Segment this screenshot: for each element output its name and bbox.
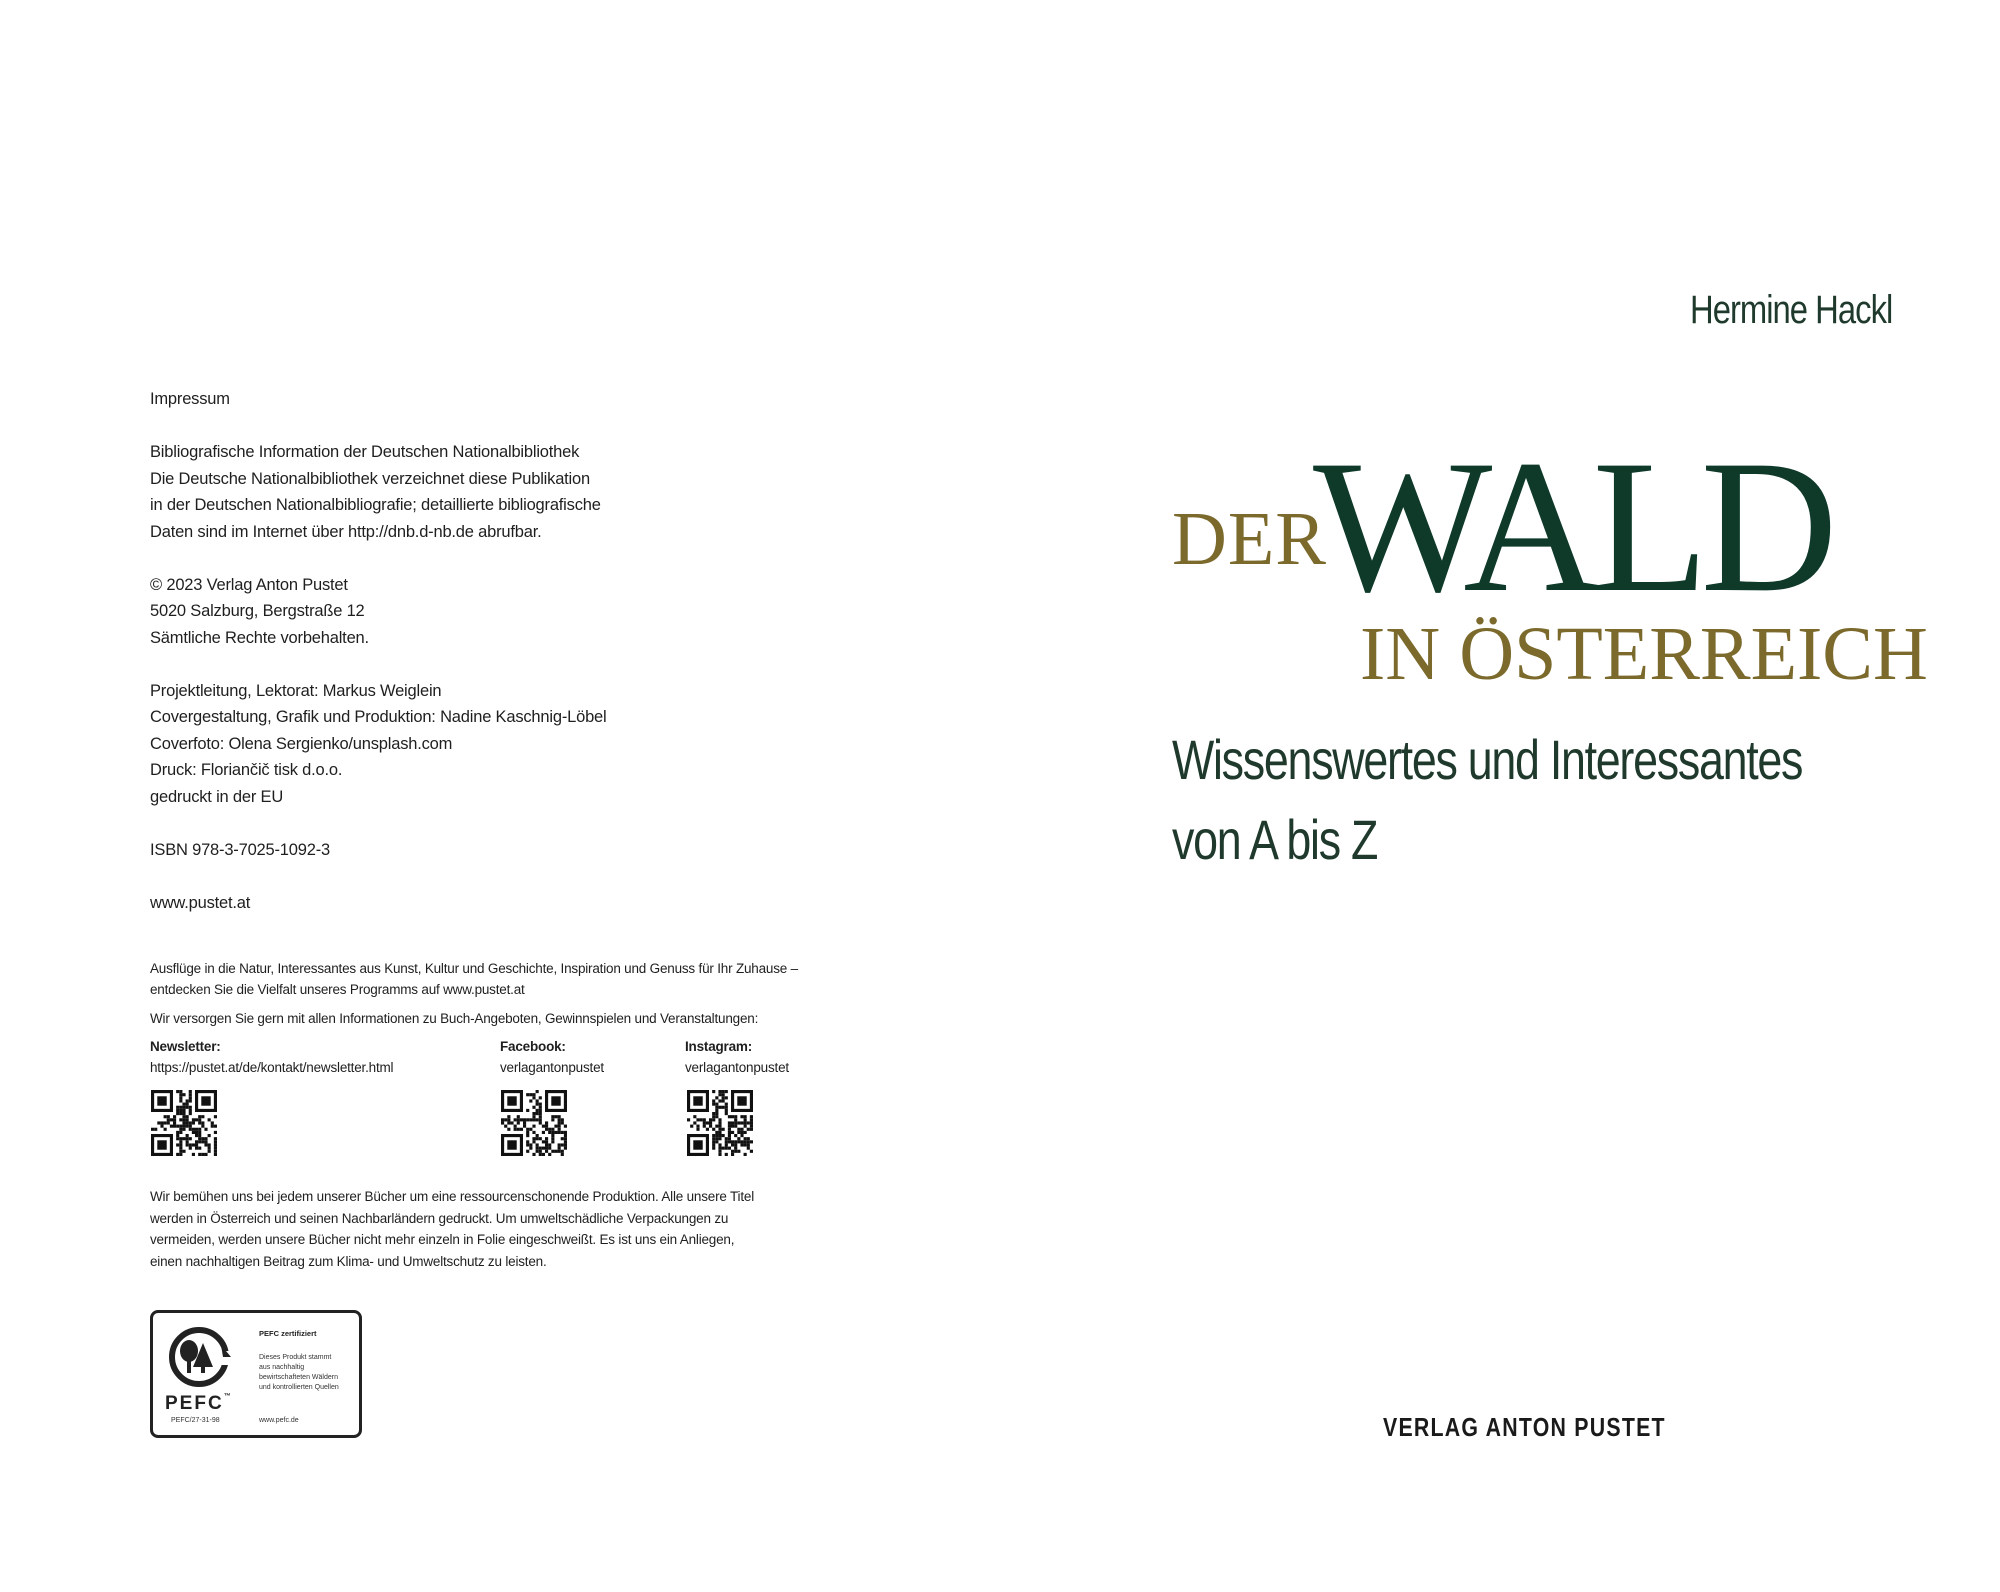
pefc-description: Dieses Produkt stammt aus nachhaltig bewirtschafteten Wäldern und kontrollierten Quellen [259, 1354, 339, 1391]
imprint-heading: Impressum [150, 390, 230, 408]
author-name: Hermine Hackl [1690, 288, 1893, 332]
copyright-line: © 2023 Verlag Anton Pustet [150, 575, 348, 594]
subtitle-line: Wissenswertes und Interessantes [1172, 728, 1803, 791]
sustainability-line: werden in Österreich und seinen Nachbarländern gedruckt. Um umweltschädliche Verpackungen zu [150, 1210, 729, 1226]
isbn: ISBN 978-3-7025-1092-3 [150, 840, 330, 859]
bibliography-info [150, 439, 790, 545]
bibliography-line: Die Deutsche Nationalbibliothek verzeichnet diese Publikation [150, 469, 590, 488]
facebook-handle: verlagantonpustet [500, 1060, 604, 1075]
sustainability-line: Wir bemühen uns bei jedem unserer Bücher um eine ressourcenschonende Produktion. Alle unsere Titel [150, 1189, 754, 1204]
title-in-oesterreich: IN ÖSTERREICH [1360, 612, 1928, 696]
facebook-label: Facebook: [500, 1039, 566, 1054]
credit-line: Druck: Floriančič tisk d.o.o. [150, 761, 343, 779]
bibliography-line: in der Deutschen Nationalbibliografie; detaillierte bibliografische [150, 496, 601, 514]
title-wald: WALD [1313, 422, 1830, 632]
promo-line: entdecken Sie die Vielfalt unseres Programms auf www.pustet.at [150, 982, 525, 997]
facebook-qr-code-icon [501, 1090, 567, 1156]
pefc-certification-label [150, 1310, 362, 1438]
credit-line: gedruckt in der EU [150, 787, 284, 806]
book-subtitle [1172, 720, 1802, 880]
imprint-block [150, 386, 790, 943]
bibliography-line: Bibliografische Information der Deutschen Nationalbibliothek [150, 443, 580, 461]
credits-info [150, 678, 790, 811]
newsletter-info [150, 1036, 393, 1078]
credit-line: Covergestaltung, Grafik und Produktion: Nadine Kaschnig-Löbel [150, 708, 607, 726]
sustainability-note [150, 1186, 790, 1272]
publisher-name: VERLAG ANTON PUSTET [1383, 1412, 1666, 1442]
promo-line: Ausflüge in die Natur, Interessantes aus Kunst, Kultur und Geschichte, Inspiration und Genuss für Ihr Zuhause – [150, 961, 798, 976]
subtitle-line: von A bis Z [1172, 808, 1378, 871]
newsletter-url: https://pustet.at/de/kontakt/newsletter.html [150, 1060, 394, 1075]
title-der: DER [1172, 497, 1327, 581]
credit-line: Coverfoto: Olena Sergienko/unsplash.com [150, 734, 453, 753]
bibliography-line: Daten sind im Internet über http://dnb.d-nb.de abrufbar. [150, 522, 542, 541]
promo-line: Wir versorgen Sie gern mit allen Informationen zu Buch-Angeboten, Gewinnspielen und Veranstaltungen: [150, 1011, 759, 1026]
instagram-info [685, 1036, 789, 1078]
rights-line: Sämtliche Rechte vorbehalten. [150, 628, 369, 647]
address-line: 5020 Salzburg, Bergstraße 12 [150, 602, 365, 620]
publisher-website: www.pustet.at [150, 893, 251, 912]
newsletter-qr-code-icon [151, 1090, 217, 1156]
instagram-qr-code-icon [687, 1090, 753, 1156]
instagram-label: Instagram: [685, 1039, 753, 1054]
credit-line: Projektleitung, Lektorat: Markus Weiglein [150, 681, 442, 700]
instagram-handle: verlagantonpustet [685, 1060, 789, 1075]
pefc-wordmark: PEFC™ [165, 1393, 231, 1414]
pefc-url: www.pefc.de [259, 1417, 299, 1424]
sustainability-line: einen nachhaltigen Beitrag zum Klima- und Umweltschutz zu leisten. [150, 1253, 547, 1269]
sustainability-line: vermeiden, werden unsere Bücher nicht mehr einzeln in Folie eingeschweißt. Es ist uns ein Anliegen, [150, 1232, 735, 1247]
newsletter-label: Newsletter: [150, 1039, 221, 1054]
copyright-info [150, 572, 790, 652]
pefc-heading: PEFC zertifiziert [259, 1329, 317, 1338]
promo-text [150, 958, 798, 1029]
facebook-info [500, 1036, 604, 1078]
pefc-license-code: PEFC/27-31-98 [171, 1417, 220, 1424]
